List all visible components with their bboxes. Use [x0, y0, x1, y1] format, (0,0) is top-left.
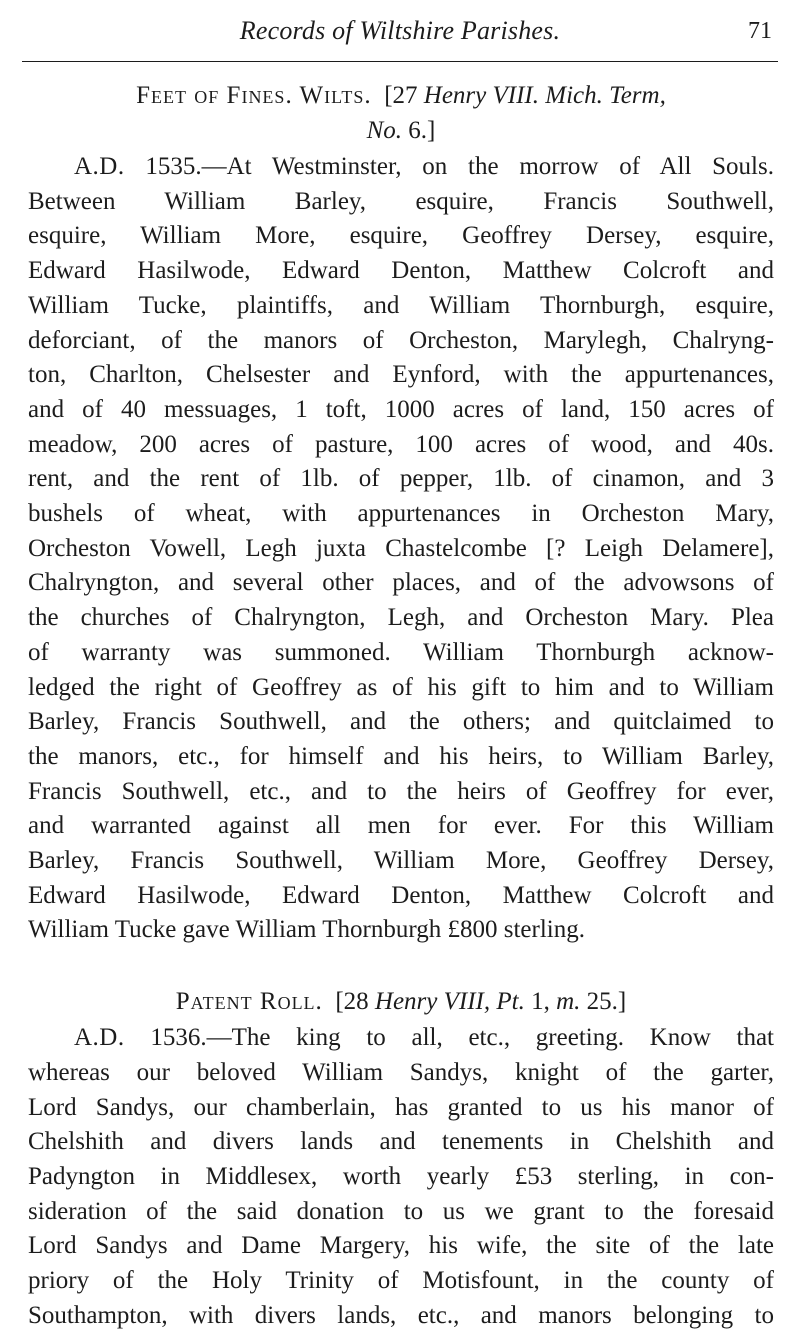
- text-line: and of 40 messuages, 1 toft, 1000 acres of land, 150 acres of: [28, 395, 774, 423]
- entry1-heading: [28, 78, 774, 113]
- text-line: ton, Charlton, Chelsester and Eynford, with the appurtenances,: [28, 361, 774, 389]
- entry1-heading-line2: [28, 113, 774, 148]
- text-line: the churches of Chalryngton, Legh, and Orcheston Mary. Plea: [28, 604, 774, 632]
- entry1-heading-number: 6.]: [402, 117, 436, 144]
- entry1-heading-reign: Henry VIII. Mich. Term,: [423, 82, 666, 109]
- text-line: A.D. 1536.—The king to all, etc., greeting. Know that: [74, 1024, 774, 1052]
- text-line: meadow, 200 acres of pasture, 100 acres of wood, and 40s.: [28, 430, 774, 458]
- entry2-text: [28, 1021, 774, 1333]
- text-line: Between William Barley, esquire, Francis Southwell,: [28, 187, 774, 215]
- text-line: bushels of wheat, with appurtenances in Orcheston Mary,: [28, 500, 774, 528]
- text-line: the manors, etc., for himself and his heirs, to William Barley,: [28, 742, 774, 770]
- text-line: Francis Southwell, etc., and to the heirs of Geoffrey for ever,: [28, 777, 774, 805]
- entry2-date-label: A.D.: [74, 1024, 125, 1052]
- text-line: William Tucke, plaintiffs, and William Thornburgh, esquire,: [28, 291, 774, 319]
- entry1-heading-source: Feet of Fines. Wilts.: [136, 82, 372, 109]
- text-line: Orcheston Vowell, Legh juxta Chastelcombe [? Leigh Delamere],: [28, 534, 774, 562]
- text-line: Lord Sandys, our chamberlain, has granted to us his manor of: [28, 1093, 774, 1121]
- text-line: sideration of the said donation to us we grant to the foresaid: [28, 1197, 774, 1225]
- text-line: Chelshith and divers lands and tenements in Chelshith and: [28, 1128, 774, 1156]
- text-line: A.D. 1535.—At Westminster, on the morrow of All Souls.: [74, 153, 774, 180]
- text-line: priory of the Holy Trinity of Motisfount, in the county of: [28, 1267, 774, 1295]
- entry2-heading-m: m.: [556, 988, 581, 1016]
- text-line: esquire, William More, esquire, Geoffrey Dersey, esquire,: [28, 222, 774, 250]
- entry2-heading-part: 1,: [524, 988, 557, 1016]
- text-line: of warranty was summoned. William Thornburgh acknow-: [28, 638, 774, 666]
- text-line: Lord Sandys and Dame Margery, his wife, the site of the late: [28, 1232, 774, 1260]
- page-number: 71: [748, 18, 772, 44]
- text-line: whereas our beloved William Sandys, knight of the garter,: [28, 1058, 774, 1086]
- entry2-heading: [28, 984, 774, 1019]
- running-head: [22, 6, 778, 52]
- text-line: Barley, Francis Southwell, and the others; and quitclaimed to: [28, 708, 774, 736]
- body-text: [28, 78, 774, 1334]
- text-line: and warranted against all men for ever. For this William: [28, 812, 774, 840]
- entry2-heading-open: [28: [335, 988, 375, 1016]
- running-head-title: Records of Wiltshire Parishes.: [239, 16, 561, 45]
- text-line: rent, and the rent of 1lb. of pepper, 1lb. of cinamon, and 3: [28, 465, 774, 493]
- entry-gap: [28, 948, 774, 984]
- text-line: Chalryngton, and several other places, and of the advowsons of: [28, 569, 774, 597]
- entry1-date-label: A.D.: [74, 153, 125, 180]
- text-line: Edward Hasilwode, Edward Denton, Matthew Colcroft and: [28, 881, 774, 909]
- text-line: Barley, Francis Southwell, William More, Geoffrey Dersey,: [28, 847, 774, 875]
- entry1-heading-no: No.: [366, 117, 403, 144]
- text-line: ledged the right of Geoffrey as of his gift to him and to William: [28, 673, 774, 701]
- entry2-heading-reign: Henry VIII, Pt.: [374, 988, 525, 1016]
- text-line: Padyngton in Middlesex, worth yearly £53 sterling, in con-: [28, 1162, 774, 1190]
- text-line: deforciant, of the manors of Orcheston, Marylegh, Chalryng-: [28, 326, 774, 354]
- text-line: Edward Hasilwode, Edward Denton, Matthew Colcroft and: [28, 257, 774, 285]
- entry1-text: [28, 150, 774, 948]
- text-line: William Tucke gave William Thornburgh £800 sterling.: [28, 916, 585, 944]
- entry2-heading-source: Patent Roll.: [175, 988, 323, 1016]
- entry1-heading-open: [27: [384, 82, 424, 109]
- text-line: Southampton, with divers lands, etc., and manors belonging to: [28, 1301, 774, 1329]
- header-rule: [22, 61, 778, 62]
- entry2-heading-membrane: 25.]: [580, 988, 627, 1016]
